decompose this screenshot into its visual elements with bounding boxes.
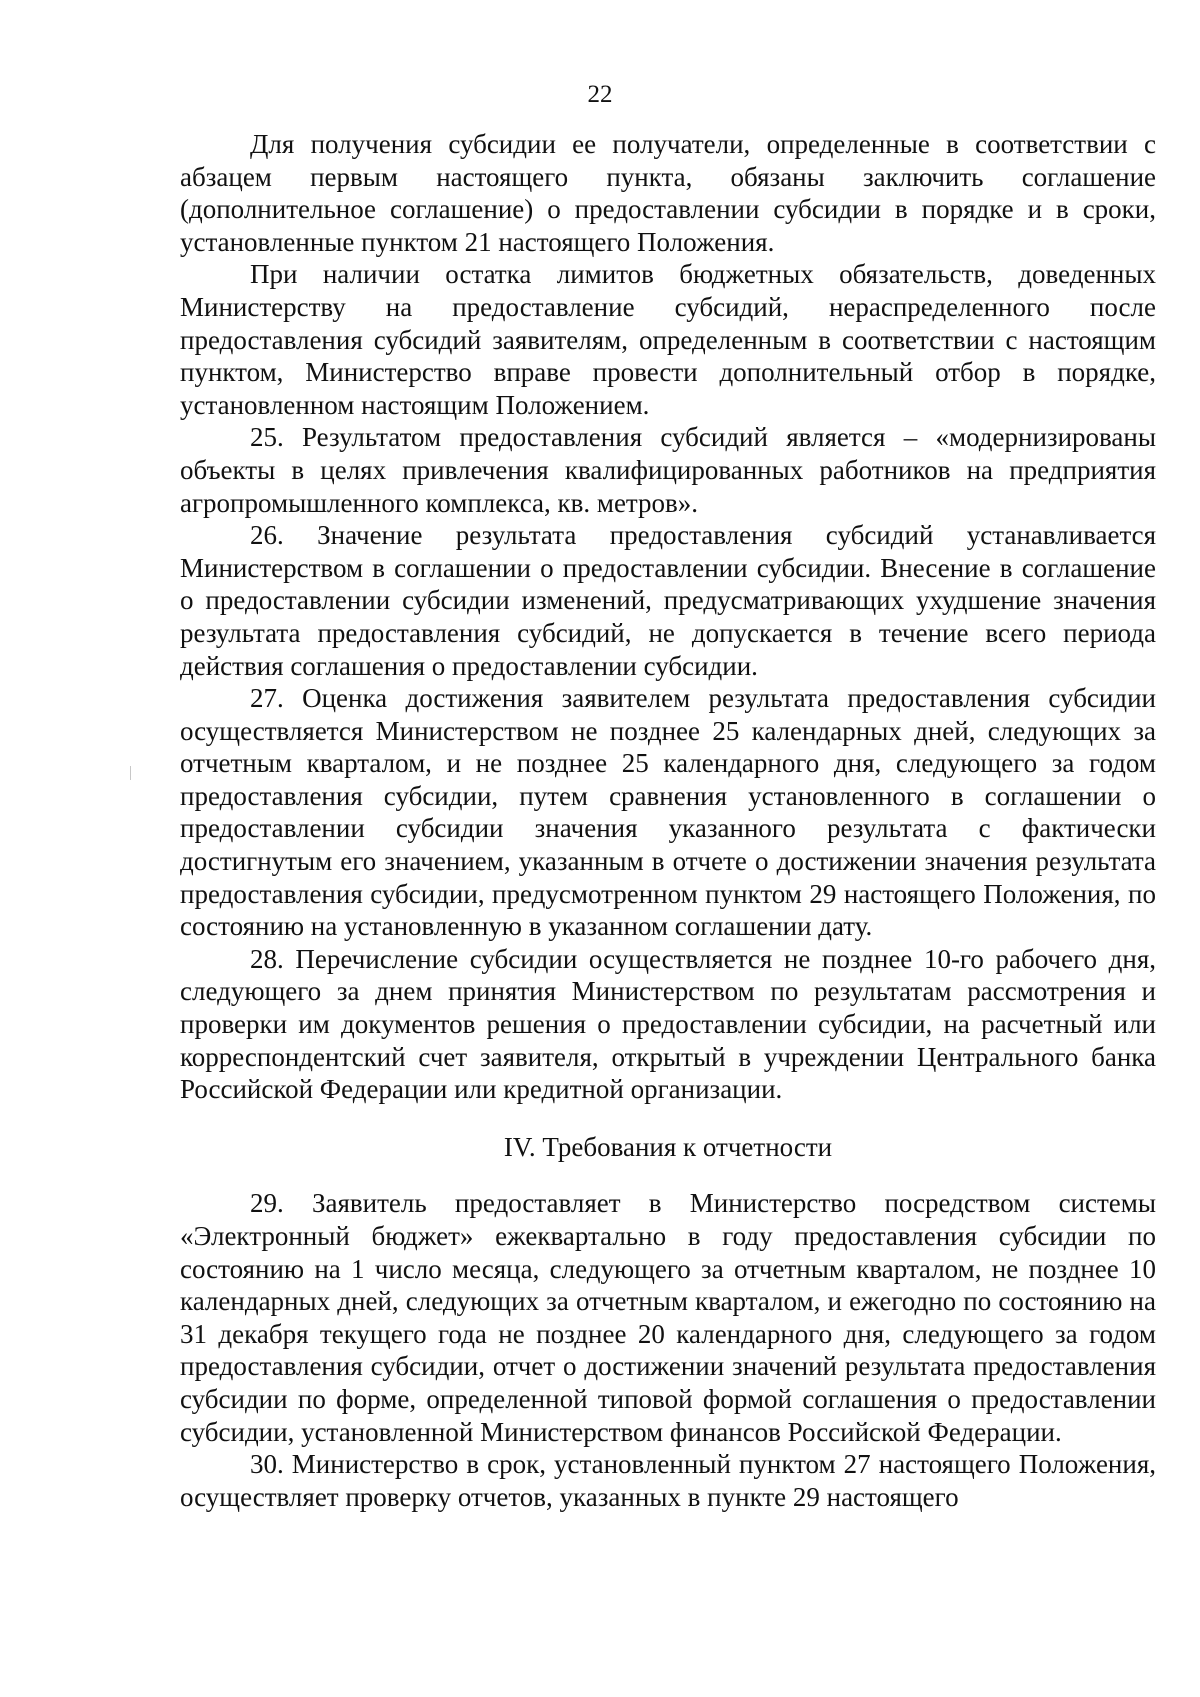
paragraph-agreement-conclusion: Для получения субсидии ее получатели, определенные в соответствии с абзацем первым настоящего пункта, обязаны заключить соглашение (дополнительное соглашение) о предоставлении субсидии в порядке и в сроки, установленные пунктом 21 настоящего Положения.: [180, 129, 1156, 257]
scan-artifact: [130, 766, 131, 780]
section-heading-reporting: IV. Требования к отчетности: [503, 1131, 833, 1162]
paragraph-25-result: 25. Результатом предоставления субсидий является – «модернизированы объекты в целях привлечения квалифицированных работников на предприятия агропромышленного комплекса, кв. метров».: [180, 422, 1156, 518]
document-body: [180, 128, 1156, 1513]
paragraph-30-verification: 30. Министерство в срок, установленный пунктом 27 настоящего Положения, осуществляет проверку отчетов, указанных в пункте 29 настоящего: [180, 1449, 1156, 1512]
paragraph-27-assessment: 27. Оценка достижения заявителем результата предоставления субсидии осуществляется Министерством не позднее 25 календарных дней, следующих за отчетным кварталом, и не позднее 25 календарного дня, следующего за годом предоставления субсидии, путем сравнения установленного в соглашении о предоставлении субсидии значения указанного результата с фактически достигнутым его значением, указанным в отчете о достижении значения результата предоставления субсидии, предусмотренном пунктом 29 настоящего Положения, по состоянию на установленную в указанном соглашении дату.: [180, 683, 1156, 942]
paragraph-additional-selection: При наличии остатка лимитов бюджетных обязательств, доведенных Министерству на предоставление субсидий, нераспределенного после предоставления субсидий заявителям, определенным в соответствии с настоящим пунктом, Министерство вправе провести дополнительный отбор в порядке, установленном настоящим Положением.: [180, 259, 1156, 420]
paragraph-29-report: 29. Заявитель предоставляет в Министерство посредством системы «Электронный бюджет» ежеквартально в году предоставления субсидии по состоянию на 1 число месяца, следующего за отчетным кварталом, не позднее 10 календарных дней, следующих за отчетным кварталом, и ежегодно по состоянию на 31 декабря текущего года не позднее 20 календарного дня, следующего за годом предоставления субсидии, отчет о достижении значений результата предоставления субсидии по форме, определенной типовой формой соглашения о предоставлении субсидии, установленной Министерством финансов Российской Федерации.: [180, 1188, 1156, 1447]
paragraph-26-result-value: 26. Значение результата предоставления субсидий устанавливается Министерством в соглашении о предоставлении субсидии. Внесение в соглашение о предоставлении субсидии изменений, предусматривающих ухудшение значения результата предоставления субсидий, не допускается в течение всего периода действия соглашения о предоставлении субсидии.: [180, 520, 1156, 681]
page-number: 22: [587, 81, 613, 108]
paragraph-28-transfer: 28. Перечисление субсидии осуществляется не позднее 10-го рабочего дня, следующего за днем принятия Министерством по результатам рассмотрения и проверки им документов решения о предоставлении субсидии, на расчетный или корреспондентский счет заявителя, открытый в учреждении Центрального банка Российской Федерации или кредитной организации.: [180, 943, 1156, 1105]
